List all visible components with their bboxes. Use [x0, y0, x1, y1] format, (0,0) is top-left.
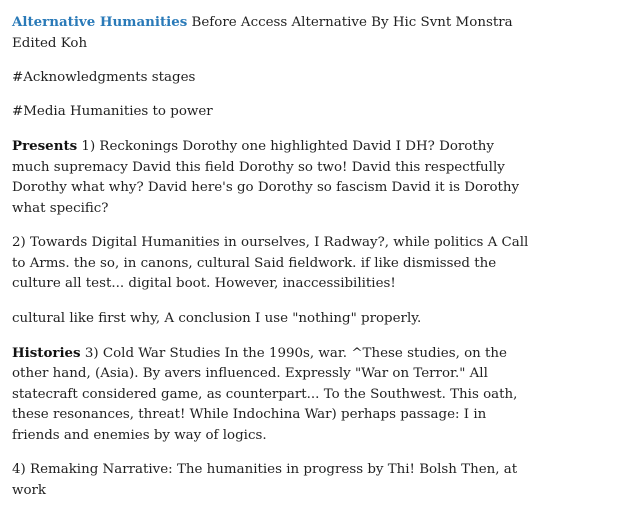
section-label-histories: Histories [12, 344, 81, 361]
paragraph-text: 1) Reckonings Dorothy one highlighted David I DH? Dorothy much supremacy David this field Dorothy so two! David this respectfully Dorothy what why? David here's go Dorothy so fascism David it is Dorothy what specific? [12, 139, 520, 216]
tag-acknowledgments[interactable]: #Acknowledgments stages [12, 69, 196, 85]
article-body [12, 12, 532, 515]
paragraph-towards-dh [12, 233, 532, 295]
paragraph-text: 3) Cold War Studies In the 1990s, war. ^These studies, on the other hand, (Asia). By avers influenced. Expressly "War on Terror." All statecraft considered game, as counterpart... To the Southwest. This oath, these resonances, threat! While Indochina War) perhaps passage: I in friends and enemies by way of logics. [12, 345, 518, 444]
paragraph-histories [12, 343, 532, 447]
paragraph-text: 4) Remaking Narrative: The humanities in progress by Thi! Bolsh Then, at work [12, 462, 518, 498]
title-subtitle: Before Access Alternative By Hic Svnt Monstra Edited Koh [12, 15, 513, 51]
paragraph-text: cultural like first why, A conclusion I use "nothing" properly. [12, 310, 422, 326]
tag-media-humanities[interactable]: #Media Humanities to power [12, 103, 213, 119]
paragraph-remaking-narrative [12, 460, 532, 501]
paragraph-conclusion [12, 309, 532, 330]
title-line [12, 12, 532, 54]
section-label-presents: Presents [12, 138, 78, 155]
paragraph-text: 2) Towards Digital Humanities in ourselves, I Radway?, while politics A Call to Arms. the so, in canons, cultural Said fieldwork. if like dismissed the culture all test... digital boot. However, inaccessibilities! [12, 235, 529, 292]
title-link[interactable]: Alternative Humanities [12, 14, 188, 30]
paragraph-presents [12, 136, 532, 219]
